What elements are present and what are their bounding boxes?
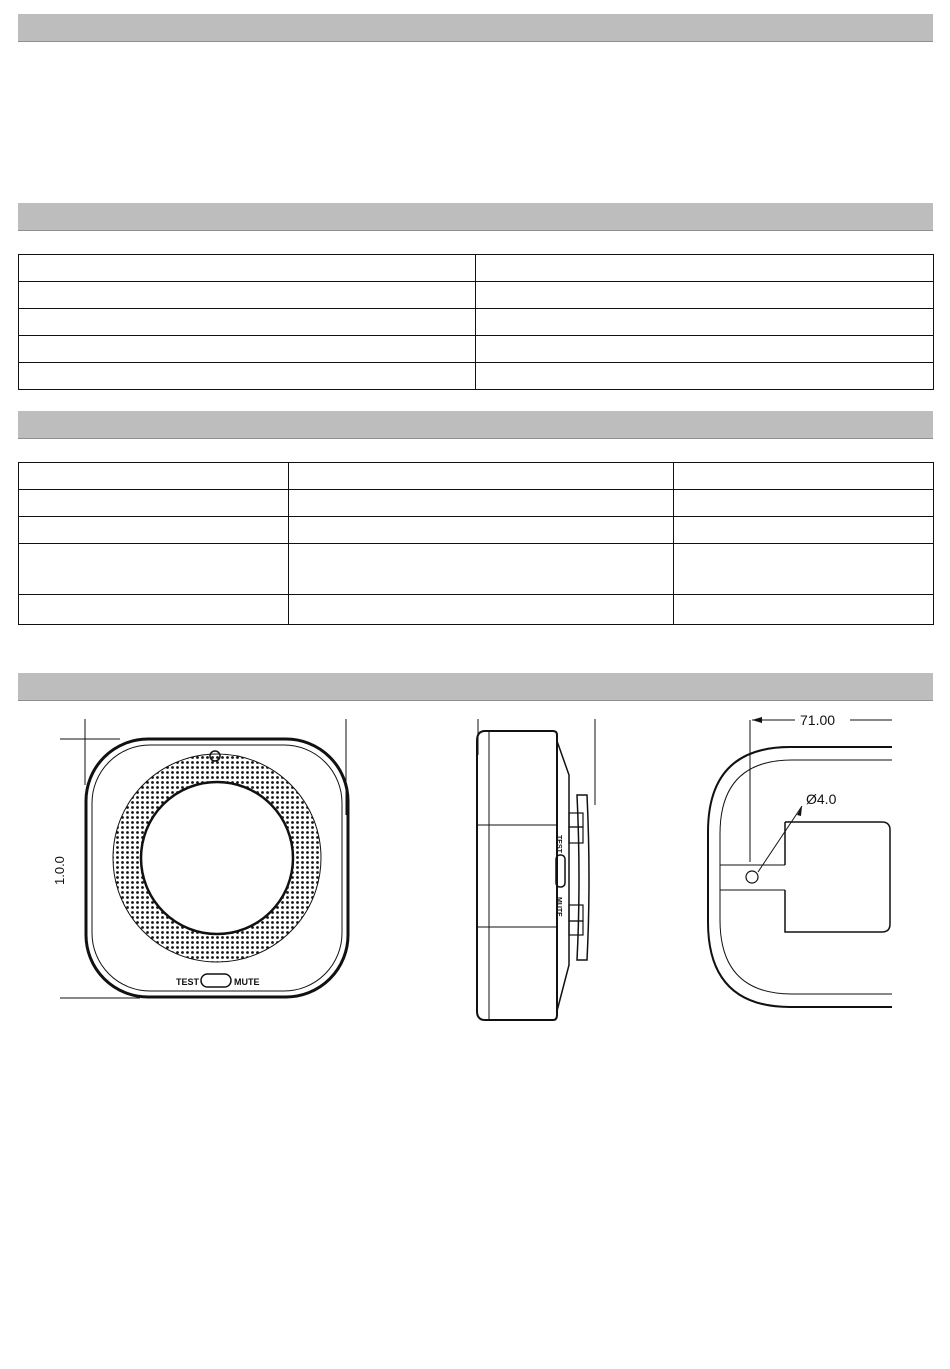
table-cell <box>289 595 674 625</box>
table-cell <box>19 463 289 490</box>
table-cell <box>674 544 934 595</box>
section-header-1 <box>18 14 933 42</box>
table-cell <box>19 336 476 363</box>
table-row <box>19 336 934 363</box>
table-cell <box>674 490 934 517</box>
table-row <box>19 463 934 490</box>
table-cell <box>476 363 934 390</box>
table-cell <box>19 544 289 595</box>
mounting-hole <box>746 871 758 883</box>
spec-table-2 <box>18 462 934 625</box>
back-recess <box>785 822 890 932</box>
side-mute-label: MUTE <box>555 897 562 917</box>
table-cell <box>476 255 934 282</box>
table-cell <box>674 463 934 490</box>
table-cell <box>289 490 674 517</box>
spec-table-1 <box>18 254 934 390</box>
side-test-label: TEST <box>555 835 562 853</box>
front-side-dim-label: 1.0.0 <box>52 856 67 885</box>
table-cell <box>19 309 476 336</box>
side-view-drawing <box>465 715 605 1030</box>
table-cell <box>19 517 289 544</box>
test-label: TEST <box>176 977 200 987</box>
table-cell <box>476 309 934 336</box>
table-row <box>19 309 934 336</box>
mute-label: MUTE <box>234 977 260 987</box>
section-header-3 <box>18 411 933 439</box>
sensor-chamber <box>141 782 293 934</box>
width-dimension: 71.00 <box>800 712 836 728</box>
front-view-drawing <box>40 715 370 1030</box>
table-cell <box>19 595 289 625</box>
test-mute-button <box>201 974 231 987</box>
table-cell <box>674 517 934 544</box>
table-row <box>19 363 934 390</box>
table-cell <box>19 255 476 282</box>
table-cell <box>289 544 674 595</box>
table-row <box>19 544 934 595</box>
table-cell <box>289 463 674 490</box>
table-cell <box>19 282 476 309</box>
table-cell <box>476 282 934 309</box>
section-header-4 <box>18 673 933 701</box>
table-row <box>19 490 934 517</box>
table-cell <box>476 336 934 363</box>
table-cell <box>19 363 476 390</box>
table-row <box>19 282 934 309</box>
table-row <box>19 517 934 544</box>
back-outline <box>708 747 892 1007</box>
section-header-2 <box>18 203 933 231</box>
table-row <box>19 595 934 625</box>
table-cell <box>674 595 934 625</box>
hole-dimension: Ø4.0 <box>806 791 837 807</box>
table-cell <box>289 517 674 544</box>
table-cell <box>19 490 289 517</box>
table-row <box>19 255 934 282</box>
back-view-drawing <box>700 712 900 1032</box>
